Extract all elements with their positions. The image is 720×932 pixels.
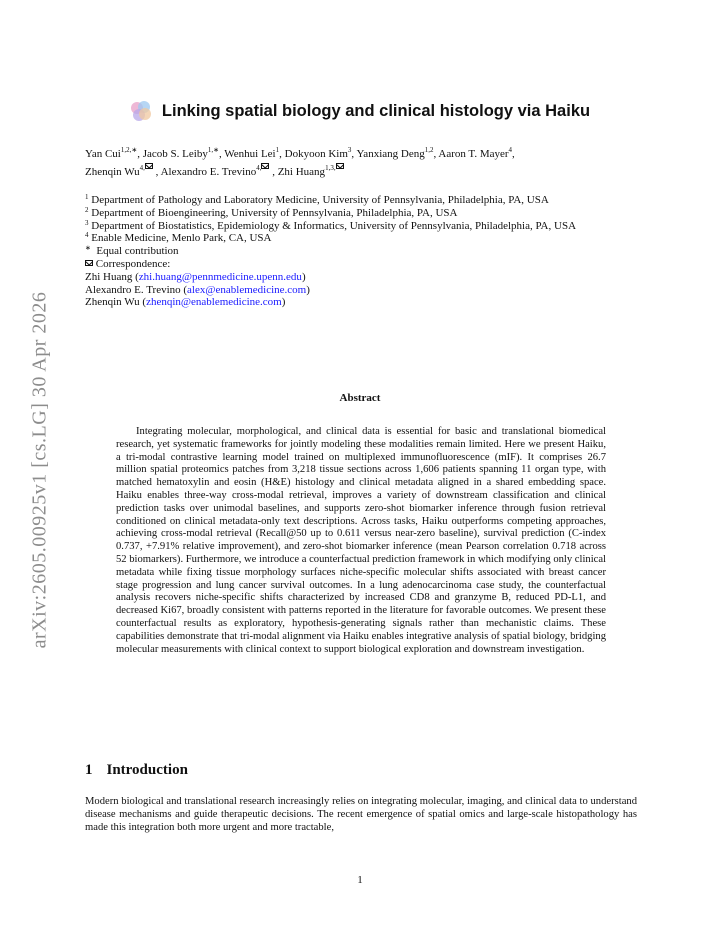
author xyxy=(224,148,279,160)
affiliation-item xyxy=(85,220,640,233)
author-name: Jacob S. Leiby xyxy=(142,148,208,160)
affiliation-number: 4 xyxy=(85,231,89,240)
mail-icon xyxy=(145,163,153,169)
correspondent-name: Zhenqin Wu ( xyxy=(85,296,147,309)
author xyxy=(278,166,344,178)
author xyxy=(438,148,512,160)
equal-symbol: ∗ xyxy=(85,244,91,253)
author-affiliation-mark: 1 xyxy=(275,146,280,154)
correspondent-email-link[interactable]: zhenqin@enablemedicine.com xyxy=(146,296,282,309)
abstract-heading: Abstract xyxy=(339,392,381,404)
author xyxy=(143,148,219,160)
affiliation-item xyxy=(85,207,640,220)
author xyxy=(285,148,352,160)
author-affiliation-mark: 1,2,∗ xyxy=(120,146,138,154)
author-affiliation-mark: 4 xyxy=(508,146,513,154)
author-affiliation-mark: 3 xyxy=(347,146,352,154)
correspondent-item xyxy=(85,284,640,297)
author-affiliation-mark: 4, xyxy=(139,164,145,172)
logo-dot xyxy=(139,108,151,120)
affiliations xyxy=(85,194,640,309)
author-affiliation-mark: 1,3, xyxy=(325,164,336,172)
abstract-body: Integrating molecular, morphological, and clinical data is essential for basic and translational biomedical research, yet systematic frameworks for jointly modeling these modalities remain limited. Here we present Haiku, a tri-modal contrastive learning model trained on multiplexed immunofluorescence (mIF). It comprises 26.7 million spatial proteomics patches from 3,218 tissue sections across 1,606 patients spanning 11 organ type, with matched hematoxylin and eosin (H&E) histology and clinical metadata aligned in a shared embedding space. Haiku enables three-way cross-modal retrieval, improves a variety of downstream classification and clinical prediction tasks over unimodal baselines, and supports zero-shot biomarker inference through fusion retrieval conditioned on clinical metadata-only text descriptions. Across tasks, Haiku outperforms competing approaches, achieving cross-modal retrieval (Recall@50 up to 0.611 versus near-zero baseline), survival prediction (C-index 0.737, +7.91% relative improvement), and zero-shot biomarker inference (mean Pearson correlation 0.718 across 52 biomarkers). Furthermore, we introduce a counterfactual prediction framework in which modifying only clinical metadata while fixing tissue morphology surfaces niche-specific molecular shifts associated with breast cancer stage progression and lung cancer survival outcomes. In a lung adenocarcinoma case study, the counterfactual analysis recovers niche-specific shifts characterized by increased CD8 and granzyme B, reduced PD-L1, and decreased Ki67, broadly consistent with patterns reported in the literature for favorable outcomes. We present these counterfactual results as exploratory, hypothesis-generating signals rather than mechanistic claims. These capabilities demonstrate that tri-modal alignment via Haiku enables integrative analysis of spatial biology, bridging molecular measurements with clinical context to support biological exploration and downstream investigation. xyxy=(116,426,606,655)
author-name: Zhi Huang xyxy=(277,166,326,178)
correspondence-text: Correspondence: xyxy=(95,257,171,270)
affiliation-number: 2 xyxy=(85,205,89,214)
correspondence-label xyxy=(85,258,640,271)
author xyxy=(161,166,270,178)
haiku-logo-icon xyxy=(130,100,152,122)
introduction-paragraph: Modern biological and translational research increasingly relies on integrating molecular, imaging, and clinical data to understand disease mechanisms and guide therapeutic decisions. The recent emergence of spatial omics and large-scale histopathology has made this integration both more urgent and more tractable, xyxy=(85,796,637,833)
correspondent-email-link[interactable]: zhi.huang@pennmedicine.upenn.edu xyxy=(138,270,302,283)
mail-icon xyxy=(336,163,344,169)
affiliation-text: Department of Pathology and Laboratory Medicine, University of Pennsylvania, Philadelphia, PA, USA xyxy=(88,194,549,206)
affiliation-text: Enable Medicine, Menlo Park, CA, USA xyxy=(88,232,272,245)
affiliation-item xyxy=(85,194,640,207)
author xyxy=(85,166,153,178)
author-list: Yan Cui$^{1,2,∗}$, Jacob S. Leiby$^{1,∗}$, Wenhui Lei$^1$, Dokyoon Kim$^3$, Yanxiang Deng$^{1,2}$, Aaron T. Mayer$^4$, Zhenqin $Wu^{4,}$ , Alexandro E. Trevino$^{4,}$ , Zhi Huang$^{1,3,}$ xyxy=(85,146,515,178)
affiliation-text: Department of Bioengineering, University of Pennsylvania, Philadelphia, PA, USA xyxy=(88,206,458,219)
correspondent-paren: ) xyxy=(301,270,306,283)
author-name: Yan Cui xyxy=(85,148,121,160)
author xyxy=(85,148,137,160)
correspondent-name: Alexandro E. Trevino ( xyxy=(85,283,188,296)
mail-icon xyxy=(261,163,269,169)
affiliation-item xyxy=(85,232,640,245)
title-block xyxy=(85,100,635,122)
author-name: Aaron T. Mayer xyxy=(438,148,509,160)
mail-icon xyxy=(85,260,93,266)
correspondent-paren: ) xyxy=(281,296,286,309)
author-affiliation-mark: 1,2 xyxy=(424,146,434,154)
author-name: Yanxiang Deng xyxy=(356,148,425,160)
section-number: 1 xyxy=(85,762,93,778)
author-name: Zhenqin Wu xyxy=(85,166,140,178)
equal-contribution-text: Equal contribution xyxy=(96,245,179,258)
page-number: 1 xyxy=(357,874,363,886)
equal-contribution-note xyxy=(85,245,640,258)
paper-title: Linking spatial biology and clinical histology via Haiku xyxy=(161,101,591,120)
author-affiliation-mark: 1,∗ xyxy=(207,146,219,154)
affiliation-number: 1 xyxy=(85,193,89,201)
author-name: Dokyoon Kim xyxy=(284,148,348,160)
section-title: Introduction xyxy=(106,762,188,778)
section-heading-introduction xyxy=(85,762,188,779)
correspondent-item xyxy=(85,271,640,284)
author-affiliation-mark: 4, xyxy=(256,164,262,172)
arxiv-identifier[interactable]: arXiv:2605.00925v1 [cs.LG] 30 Apr 2026 xyxy=(28,291,51,649)
affiliation-number: 3 xyxy=(85,218,89,227)
correspondent-paren: ) xyxy=(306,283,310,296)
affiliation-text: Department of Biostatistics, Epidemiology & Informatics, University of Pennsylvania, Philadelphia, PA, USA xyxy=(88,219,577,232)
author-name: Wenhui Lei xyxy=(224,148,276,160)
correspondent-email-link[interactable]: alex@enablemedicine.com xyxy=(187,283,307,296)
correspondent-item xyxy=(85,296,640,309)
author xyxy=(356,148,433,160)
author-name: Alexandro E. Trevino xyxy=(160,166,257,178)
correspondent-name: Zhi Huang ( xyxy=(85,270,139,283)
